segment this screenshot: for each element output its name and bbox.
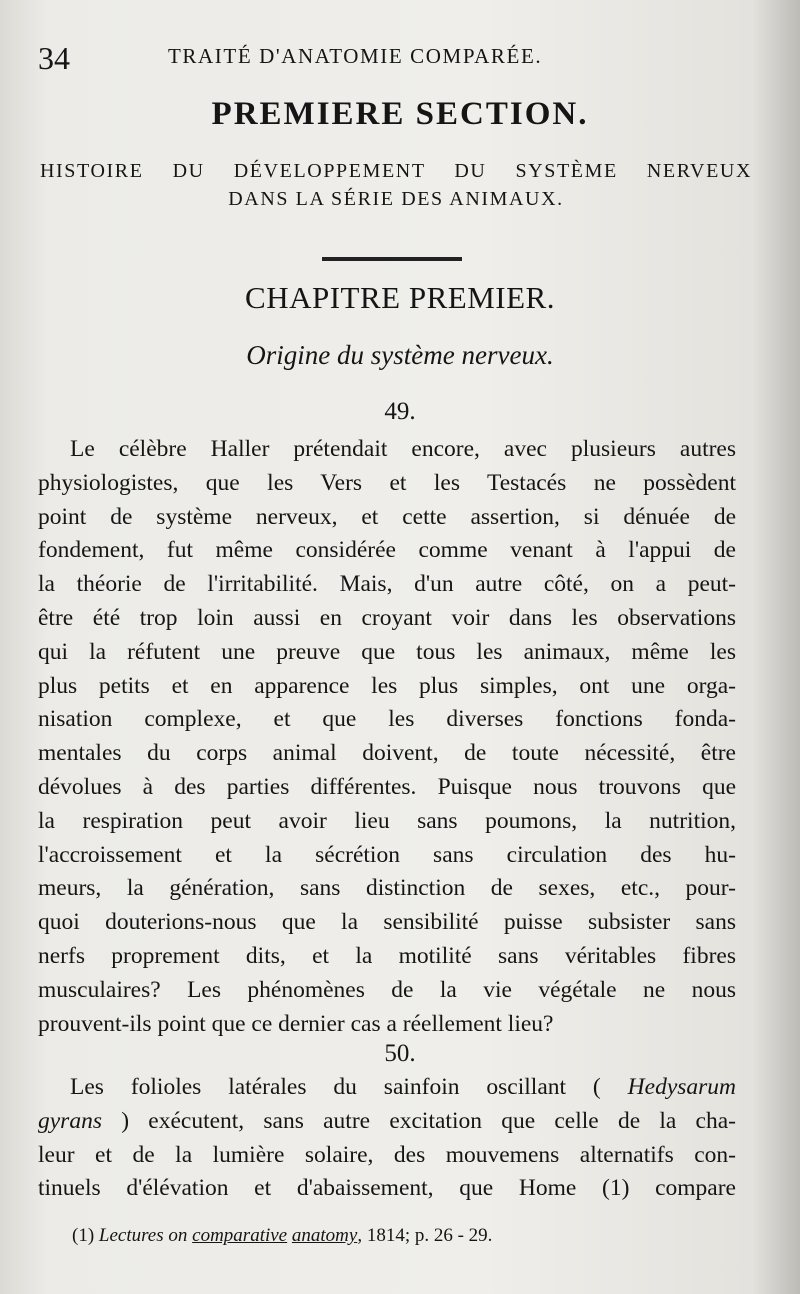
section-title: PREMIERE SECTION. xyxy=(211,96,589,132)
footnote-reference: , 1814; p. 26 - 29. xyxy=(357,1225,493,1246)
text-line: prouvent-ils point que ce dernier cas a réellement lieu? xyxy=(38,1010,554,1037)
text-line: dévolues à des parties différentes. Puisque nous trouvons que xyxy=(38,773,736,800)
text-line xyxy=(38,1105,736,1139)
footnote-marker: (1) xyxy=(72,1225,95,1246)
footnote-title-part: anatomy xyxy=(291,1225,358,1246)
text-run: Les folioles latérales du sainfoin oscillant ( xyxy=(70,1074,601,1100)
species-name: Hedysarum xyxy=(627,1074,737,1100)
text-line: l'accroissement et la sécrétion sans circulation des hu- xyxy=(38,841,736,868)
page-number: 34 xyxy=(38,40,70,76)
footnote-title-part: comparative xyxy=(192,1225,288,1246)
footnote xyxy=(72,1225,692,1247)
text-line: musculaires? Les phénomènes de la vie végétale ne nous xyxy=(38,976,736,1003)
text-line: nisation complexe, et que les diverses fonctions fonda- xyxy=(38,706,736,733)
chapter-title: CHAPITRE PREMIER. xyxy=(245,280,555,315)
text-line: point de système nerveux, et cette assertion, si dénuée de xyxy=(38,503,736,530)
paragraph-number: 49. xyxy=(384,398,416,425)
text-line: tinuels d'élévation et d'abaissement, que Home (1) compare xyxy=(38,1175,736,1202)
section-subtitle-line-1: HISTOIRE DU DÉVELOPPEMENT DU SYSTÈME NERVEUX xyxy=(40,160,752,182)
paragraph-number: 50. xyxy=(384,1040,416,1067)
text-line: nerfs proprement dits, et la motilité sans véritables fibres xyxy=(38,942,736,969)
chapter-subtitle: Origine du système nerveux. xyxy=(246,340,554,370)
running-header xyxy=(38,38,762,82)
text-line: quoi douterions-nous que la sensibilité puisse subsister sans xyxy=(38,909,736,936)
text-line: Le célèbre Haller prétendait encore, avec plusieurs autres xyxy=(70,436,736,462)
species-name: gyrans xyxy=(38,1107,102,1134)
text-line: fondement, fut même considérée comme venant à l'appui de xyxy=(38,537,736,564)
text-line: meurs, la génération, sans distinction de sexes, etc., pour- xyxy=(38,875,736,902)
footnote-title-part: Lectures on xyxy=(98,1225,188,1246)
text-line: physiologistes, que les Vers et les Testacés ne possèdent xyxy=(38,469,736,496)
text-line: la théorie de l'irritabilité. Mais, d'un autre côté, on a peut- xyxy=(38,571,736,598)
text-line: leur et de la lumière solaire, des mouvemens alternatifs con- xyxy=(38,1141,736,1168)
text-line xyxy=(38,1071,736,1105)
text-line: plus petits et en apparence les plus simples, ont une orga- xyxy=(38,672,736,699)
divider-rule xyxy=(322,257,462,261)
paragraph-50 xyxy=(38,1071,736,1206)
text-line: la respiration peut avoir lieu sans poumons, la nutrition, xyxy=(38,807,736,834)
running-title: TRAITÉ D'ANATOMIE COMPARÉE. xyxy=(168,44,543,68)
paragraph-49 xyxy=(38,433,736,1041)
text-line: être été trop loin aussi en croyant voir dans les observations xyxy=(38,604,736,631)
text-line: qui la réfutent une preuve que tous les animaux, même les xyxy=(38,638,736,665)
text-line: mentales du corps animal doivent, de toute nécessité, être xyxy=(38,740,736,767)
section-subtitle-line-2: DANS LA SÉRIE DES ANIMAUX. xyxy=(228,188,564,210)
text-run: ) exécutent, sans autre excitation que celle de la cha- xyxy=(121,1107,736,1134)
